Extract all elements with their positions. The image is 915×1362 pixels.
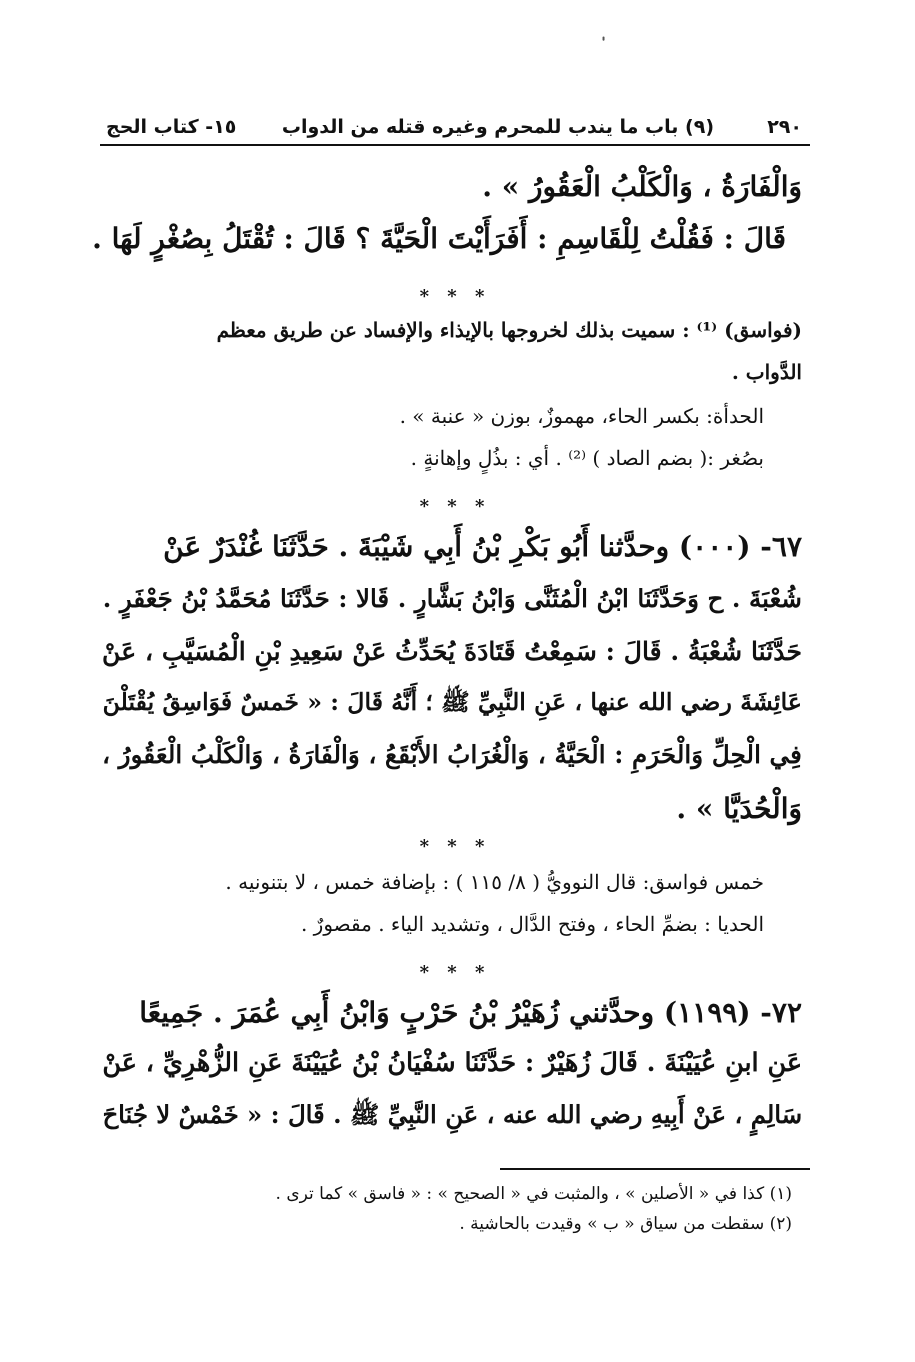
hadith-line: عَائِشَةَ رضي الله عنها ، عَنِ النَّبِيِّ ﷺ ؛ أَنَّهُ قَالَ : « خَمسٌ فَوَاسِقُ يُقْتَلْنَ	[102, 688, 802, 716]
gloss-line: الحدأة: بكسر الحاء، مهموزٌ، بوزن « عنبة » .	[399, 404, 764, 428]
hadith-line: ٦٧- (٠٠٠) وحدَّثنا أَبُو بَكْرِ بْنُ أَبِي شَيْبَةَ . حَدَّثَنَا غُنْدَرٌ عَنْ	[163, 530, 802, 563]
page-header	[100, 112, 810, 146]
hadith-line: ٧٢- (١١٩٩) وحدَّثني زُهَيْرُ بْنُ حَرْبٍ وَابْنُ أَبِي عُمَرَ . جَمِيعًا	[139, 996, 802, 1029]
gloss-line: الحديا : بضمِّ الحاء ، وفتح الدَّال ، وتشديد الياء . مقصورٌ .	[300, 912, 764, 936]
page-number: ٢٩٠	[767, 116, 802, 138]
book-page	[92, 0, 810, 1362]
section-separator: * * *	[419, 496, 491, 517]
chapter-title: (٩) باب ما يندب للمحرم وغيره قتله من الدواب	[281, 116, 714, 138]
section-separator: * * *	[419, 286, 491, 307]
gloss-line: (فواسق) ⁽¹⁾ : سميت بذلك لخروجها بالإيذاء والإفساد عن طريق معظم	[216, 318, 802, 342]
gloss-line: الدَّواب .	[731, 360, 802, 384]
section-separator: * * *	[419, 962, 491, 983]
hadith-line: حَدَّثَنَا شُعْبَةُ . قَالَ : سَمِعْتُ قَتَادَةَ يُحَدِّثُ عَنْ سَعِيدِ بْنِ الْمُسَيَّبِ ، عَنْ	[102, 636, 802, 666]
gloss-line: بصُغر :( بضم الصاد ) ⁽²⁾ . أي : بذُلٍ وإهانةٍ .	[410, 446, 764, 470]
hadith-line: فِي الْحِلِّ وَالْحَرَمِ : الْحَيَّةُ ، وَالْغُرَابُ الأَبْقَعُ ، وَالْفَارَةُ ، وَالْكَلْبُ الْعَقُورُ ،	[102, 740, 802, 769]
text-line: قَالَ : فَقُلْتُ لِلْقَاسِمِ : أَفَرَأَيْتَ الْحَيَّةَ ؟ قَالَ : تُقْتَلُ بِصُغْرٍ لَهَا .	[92, 222, 786, 255]
footnote-divider	[500, 1168, 810, 1170]
footnote: (٢) سقطت من سياق « ب » وقيدت بالحاشية .	[459, 1214, 792, 1234]
section-separator: * * *	[419, 836, 491, 857]
margin-mark: ···	[594, 35, 613, 39]
hadith-line: وَالْحُدَيَّا » .	[676, 792, 802, 825]
footnote: (١) كذا في « الأصلين » ، والمثبت في « الصحيح » : « فاسق » كما ترى .	[275, 1184, 792, 1204]
book-title: ١٥- كتاب الحج	[106, 116, 237, 138]
hadith-line: سَالِمٍ ، عَنْ أَبِيهِ رضي الله عنه ، عَنِ النَّبِيِّ ﷺ . قَالَ : « خَمْسٌ لا جُنَاحَ	[102, 1100, 802, 1129]
gloss-line: خمس فواسق: قال النوويُّ ( ٨/ ١١٥ ) : بإضافة خمس ، لا بتنونيه .	[225, 870, 764, 894]
text-line: وَالْفَارَةُ ، وَالْكَلْبُ الْعَقُورُ » .	[482, 170, 802, 203]
hadith-line: عَنِ ابنِ عُيَيْنَةَ . قَالَ زُهَيْرٌ : حَدَّثَنَا سُفْيَانُ بْنُ عُيَيْنَةَ عَنِ الزُّهْرِيِّ ، عَنْ	[102, 1048, 802, 1078]
hadith-line: شُعْبَةَ . ح وَحَدَّثَنَا ابْنُ الْمُثَنَّى وَابْنُ بَشَّارٍ . قَالا : حَدَّثَنَا مُحَمَّدُ بْنُ جَعْفَرٍ .	[102, 584, 802, 613]
